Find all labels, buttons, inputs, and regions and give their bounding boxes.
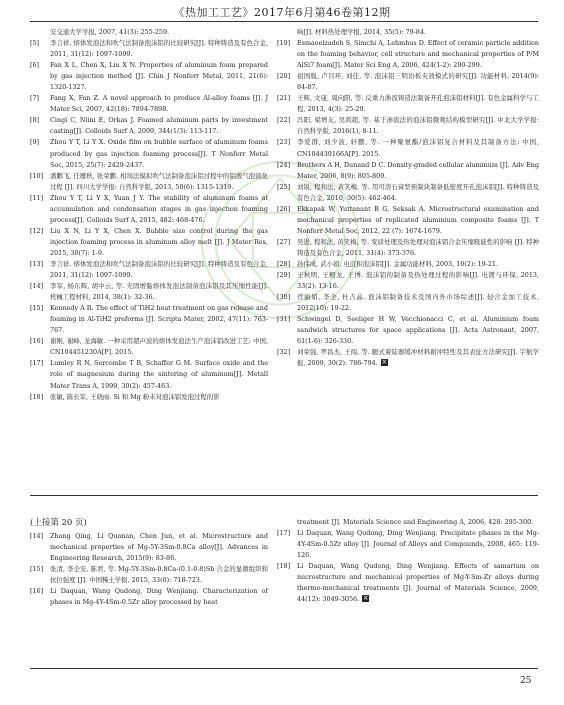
left-continuation-line: 安交通大学学报, 2007, 41(3): 255-259. [50,28,170,36]
reference-number: [32] [277,348,291,357]
reference-number: [19] [277,39,291,48]
reference-text [297,160,539,182]
article-end-icon [381,359,388,366]
reference-entry [30,586,268,608]
reference-number: [20] [277,72,291,81]
reference-text [297,137,539,159]
reference-text [50,392,268,403]
reference-number: [7] [30,94,40,103]
reference-text-content: Zhang Qing, Li Quanan, Chen Jun, et al. Microstructure and mechanical properties of Mg-5Y-3Sm-0.8Ca alloy[J]. Advances in Engineering Research, 2015(9): 83-86. [50,532,268,563]
reference-entry [30,392,268,403]
reference-entry [30,93,268,115]
left-reference-list [30,38,268,403]
reference-text-content: 孙伟成, 武小娟. 电沉积泡沫铝[J]. 金属功能材料, 2003, 10(2): 19-21. [297,259,498,268]
reference-number: [28] [277,259,291,268]
reference-text [50,358,268,391]
reference-text [297,71,539,93]
reference-text [297,347,539,369]
journal-header: 《热加工工艺》2017年6月第46卷第12期 [173,6,391,19]
reference-text-content: Esmaeelzadeh S, Simchi A, Lehmhus D. Effect of ceramic particle addition on the foaming behavior, cell structure and mechanical properties of P/M AlSi7 foam[J]. Mater Sci Eng A, 2006, 424(1-2): 290-299. [297,39,539,70]
reference-entry [30,38,268,60]
reference-text [297,204,539,237]
reference-entry [30,60,268,93]
reference-text-content: 李言祥. 熔体发泡法和吹气法制备泡沫铝的比较研究[J]. 特种铸造及有色合金, 2011, 31(12): 1097-1099. [50,259,268,280]
reference-entry [30,358,268,391]
reference-text-content: 王秋明, 王殿龙, 王博. 泡沫铝的制备及热处理过程的影响[J]. 电镀与环保, 2013, 33(2): 13-16. [297,271,539,291]
reference-text-content: Lumley R N, Sercombe T B, Schaffer G M. Surface oxide and the role of magnesium during the sintering of aluminum[J]. Metall Mater Trans A, 1999, 30(2): 457-463. [50,359,268,390]
reference-number: [11] [30,193,44,202]
reference-text-content: Ekkapak W, Yuttanant B G, Seksak A. Microstructural examination and mechanical properties of replicated aluminium composite foams [J]. T Nonferr Metal Soc, 2012, 22 (7): 1674-1679. [297,204,539,235]
reference-number: [24] [277,160,291,169]
reference-text-content: 吴进, 程和法, 黄笑梅, 等. 变质处理及热处理对泡沫铝合金压缩吸能性的影响 [J]. 特种铸造及有色合金, 2011, 31(4): 373-376. [297,237,539,257]
reference-number: [16] [30,337,44,346]
right-continuation-line: 响[J]. 材料热处理学报, 2014, 35(5): 79-84. [297,28,426,36]
reference-entry [277,528,539,561]
header-rule [30,21,538,22]
reference-entry [30,226,268,259]
footer-rule [30,668,538,669]
page-number: 25 [520,676,532,686]
reference-number: [17] [277,529,291,538]
reference-entry [30,531,268,564]
reference-text-content: Fan X L, Chen X, Liu X N. Properties of aluminum foam prepared by gas injection method [J]. Chin J Nonferr Metal, 2011, 21(6): 1320-1327. [50,61,268,92]
section2-left-column [30,531,268,608]
reference-text [50,586,268,608]
reference-number: [21] [277,94,291,103]
reference-number: [14] [30,282,44,291]
reference-entry [30,137,268,170]
reference-text-content: 张敏, 陈长军, 王晓雨. Si 和 Mg 粉末对泡沫铝发泡过程的影 [50,392,220,401]
reference-entry [30,115,268,137]
reference-text-content: 菅丽娟, 李全, 杜吉晶. 泡沫铝制备技术及国内外市场综述[J]. 轻合金加工技术, 2012(10): 19-22. [297,293,539,313]
right-column [277,27,539,369]
reference-text-content: 刘锐, 程和法, 黄笑梅, 等. 用可溶石膏型预制块制备低密度开孔泡沫铝[J]. 特种铸造及有色合金, 2010, 30(5): 462-464. [297,182,539,202]
reference-text-content: 谢刚, 谢峰, 龙海敏. 一种采用超声波的熔体发泡法生产泡沫铝改进工艺: 中国, CN104451230A[P]. 2015. [50,337,268,357]
reference-text-content: Fang X, Fan Z. A novel approach to produce Al-alloy foams [J]. J Mater Sci, 2007, 42(18): 7894-7898. [50,94,268,114]
reference-number: [18] [30,392,44,401]
section2-left-reference-list [30,531,268,608]
reference-number: [6] [30,61,40,70]
reference-entry [277,347,539,369]
reference-number: [23] [277,138,291,147]
reference-entry [277,314,539,347]
reference-entry [277,71,539,93]
right-reference-list [277,38,539,369]
reference-entry [277,259,539,270]
reference-text [297,561,539,605]
reference-text [297,115,539,137]
reference-entry [277,115,539,137]
reference-text [50,93,268,115]
left-column [30,27,268,403]
reference-entry [277,93,539,115]
reference-number: [8] [30,116,40,125]
reference-text [50,303,268,336]
reference-number: [15] [30,304,44,313]
reference-entry [30,171,268,193]
article-end-icon [362,595,369,602]
reference-text [50,336,268,358]
reference-text [50,171,268,193]
reference-text-content: 李言祥. 熔体发泡法和吹气法制备泡沫铝的比较研究[J]. 特种铸造及有色合金, 2011, 31(12): 1097-1099. [50,39,268,59]
reference-entry [30,303,268,336]
reference-text-content: 潘鹏飞, 任雁秋, 张荣鹏. 相场法模拟吹气法制备泡沫铝过程中的铝液气泡演化过程 [J]. 四川大学学报: 自然科学版, 2013, 50(6): 1315-1319. [50,171,268,191]
reference-entry [30,193,268,226]
reference-entry [277,160,539,182]
reference-number: [16] [30,587,44,596]
reference-text [50,137,268,170]
reference-number: [12] [30,226,44,235]
reference-number: [31] [277,315,291,324]
reference-entry [277,270,539,292]
reference-number: [22] [277,116,291,125]
reference-text [297,270,539,292]
reference-entry [30,259,268,281]
reference-text [297,93,539,115]
reference-text [297,292,539,314]
reference-text-content: Li Daquan, Wang Qudong, Ding Wenjiang. Effects of samarium on microstructure and mechanical properties of Mg-Y-Sm-Zr alloys during thermo-mechanical treatments [J]. Journal of Materials Science, 2009, 44(12): 3049-3056. [297,562,539,604]
reference-entry [277,561,539,605]
reference-entry [277,292,539,314]
reference-number: [25] [277,182,291,191]
reference-text [297,182,539,204]
reference-text-content: 祖国胤, 卢目环, 刘佳, 等. 泡沫铝三明治板夹效模式的研究[J]. 功能材料, 2014(9): 84-87. [297,72,539,92]
reference-text [50,259,268,281]
reference-text [297,259,539,270]
section2-right-continuation: treatment [J]. Materials Science and Engineering A, 2006, 428: 295-300. [297,518,534,526]
reference-text [50,564,268,586]
reference-text-content: 刘荣强, 罗昌杰, 王闯, 等. 腿式着陆器缓冲材料耐冲特性及其表征方法研究[J]. 宇航学报, 2009, 30(2): 786-794. [297,348,539,368]
reference-entry [30,281,268,303]
reference-text [50,38,268,60]
section2-right-column [277,517,539,605]
reference-text [50,531,268,564]
reference-number: [29] [277,271,291,280]
reference-text-content: Li Daquan, Wang Qudong, Ding Wenjiang. Precipitate phases in the Mg-4Y-4Sm-0.5Zr alloy [J]. Journal of Alloys and Compounds, 2008, 465: 119-126. [297,529,539,560]
reference-entry [277,38,539,71]
reference-number: [13] [30,259,44,268]
reference-text-content: 王辉, 文康, 周向阳, 等. 反重力渗流铸造法制备开孔泡沫铝材料[J]. 有色金属科学与工程, 2013, 4(3): 25-29. [297,94,539,114]
section2-right-reference-list [277,528,539,605]
reference-number: [9] [30,138,40,147]
reference-number: [14] [30,532,44,540]
reference-number: [5] [30,39,40,48]
reference-text-content: Schwingel D, Seeliger H W, Vecchionacci C, et al. Aluminium foam sandwich structures for space applications [J]. Acta Astronaut, 2007, 61(1-6): 326-330. [297,315,539,346]
continued-from-label: (上接第 20 页) [30,518,87,528]
reference-text-content: 李军, 杨东辉, 胡中云, 等. 无固增黏熔体发泡法制备泡沫铝及其压缩性能[J]. 机械工程材料, 2014, 38(1): 32-36. [50,282,268,302]
reference-text [297,38,539,71]
reference-number: [18] [277,562,291,571]
reference-entry [277,237,539,259]
reference-text-content: 李爱群, 刘少波, 轩鹏, 等. 一种聚氨酯/泡沫铝复合材料及其制备方法: 中国, CN104439166A[P]. 2015. [297,138,539,158]
reference-text [50,193,268,226]
reference-entry [277,137,539,159]
reference-number: [15] [30,565,44,574]
reference-number: [26] [277,204,291,213]
reference-text-content: 冯阳, 梁增友, 吴鸿超, 等. 基于渗流法的泡沫铝微观结构模型研究[J]. 中北大学学报: 自然科学版, 2016(1), 8-11. [297,116,539,136]
reference-text [297,528,539,561]
reference-text [50,60,268,93]
reference-entry [277,204,539,237]
section-divider [30,495,538,496]
reference-text [297,314,539,347]
reference-text-content: Liu X N, Li Y X, Chen X. Bubble size control during the gas injection foaming process in aluminum alloy melt [J]. J Mater Res, 2015, 30(7): 1-9. [50,226,268,257]
reference-text-content: Zhou Y T, Li Y X. Oxide film on bubble surface of aluminum foams produced by gas injection foaming process[J]. T Nonferr Metal Soc, 2015, 25(7): 2429-2437. [50,138,268,169]
reference-entry [277,182,539,204]
reference-text [50,226,268,259]
reference-entry [30,336,268,358]
reference-text [297,237,539,259]
reference-text-content: Li Daquan, Wang Qudong, Ding Wenjiang. Characterization of phases in Mg-4Y-4Sm-0.5Zr alloy processed by heat [50,587,268,607]
reference-number: [27] [277,237,291,246]
reference-text [50,281,268,303]
reference-text-content: 张清, 李全安, 陈君, 等. Mg-5Y-3Sm-0.8Ca-(0.1-0.8)Sb 合金的显微组织和抗拉强度 [J]. 中国稀土学报, 2015, 33(6): 718-723. [50,565,268,585]
reference-number: [17] [30,359,44,368]
reference-text-content: Zhou Y T, Li Y X, Yuan J Y. The stability of aluminum foams at accumulation and condensation stages in gas injection foaming process[J]. Colloids Surf A, 2015, 482: 468-476. [50,193,268,224]
reference-text [50,115,268,137]
reference-entry [30,564,268,586]
reference-number: [30] [277,293,291,302]
reference-number: [10] [30,171,44,180]
reference-text-content: Kennedy A R. The effect of TiH2 heat treatment on gas release and foaming in Al-TiH2 preforms [J]. Scripta Mater, 2002, 47(11): 763-767. [50,304,268,335]
reference-text-content: Brothers A H, Dunand D C. Density-graded cellular aluminum [J]. Adv Eng Mater, 2006, 8(9): 805-809. [297,160,539,180]
reference-text-content: Cingi C, Niini E, Orkas J. Foamed aluminum parts by investment casting[J]. Colloids Surf A, 2009, 344(1/3): 113-117. [50,116,268,136]
